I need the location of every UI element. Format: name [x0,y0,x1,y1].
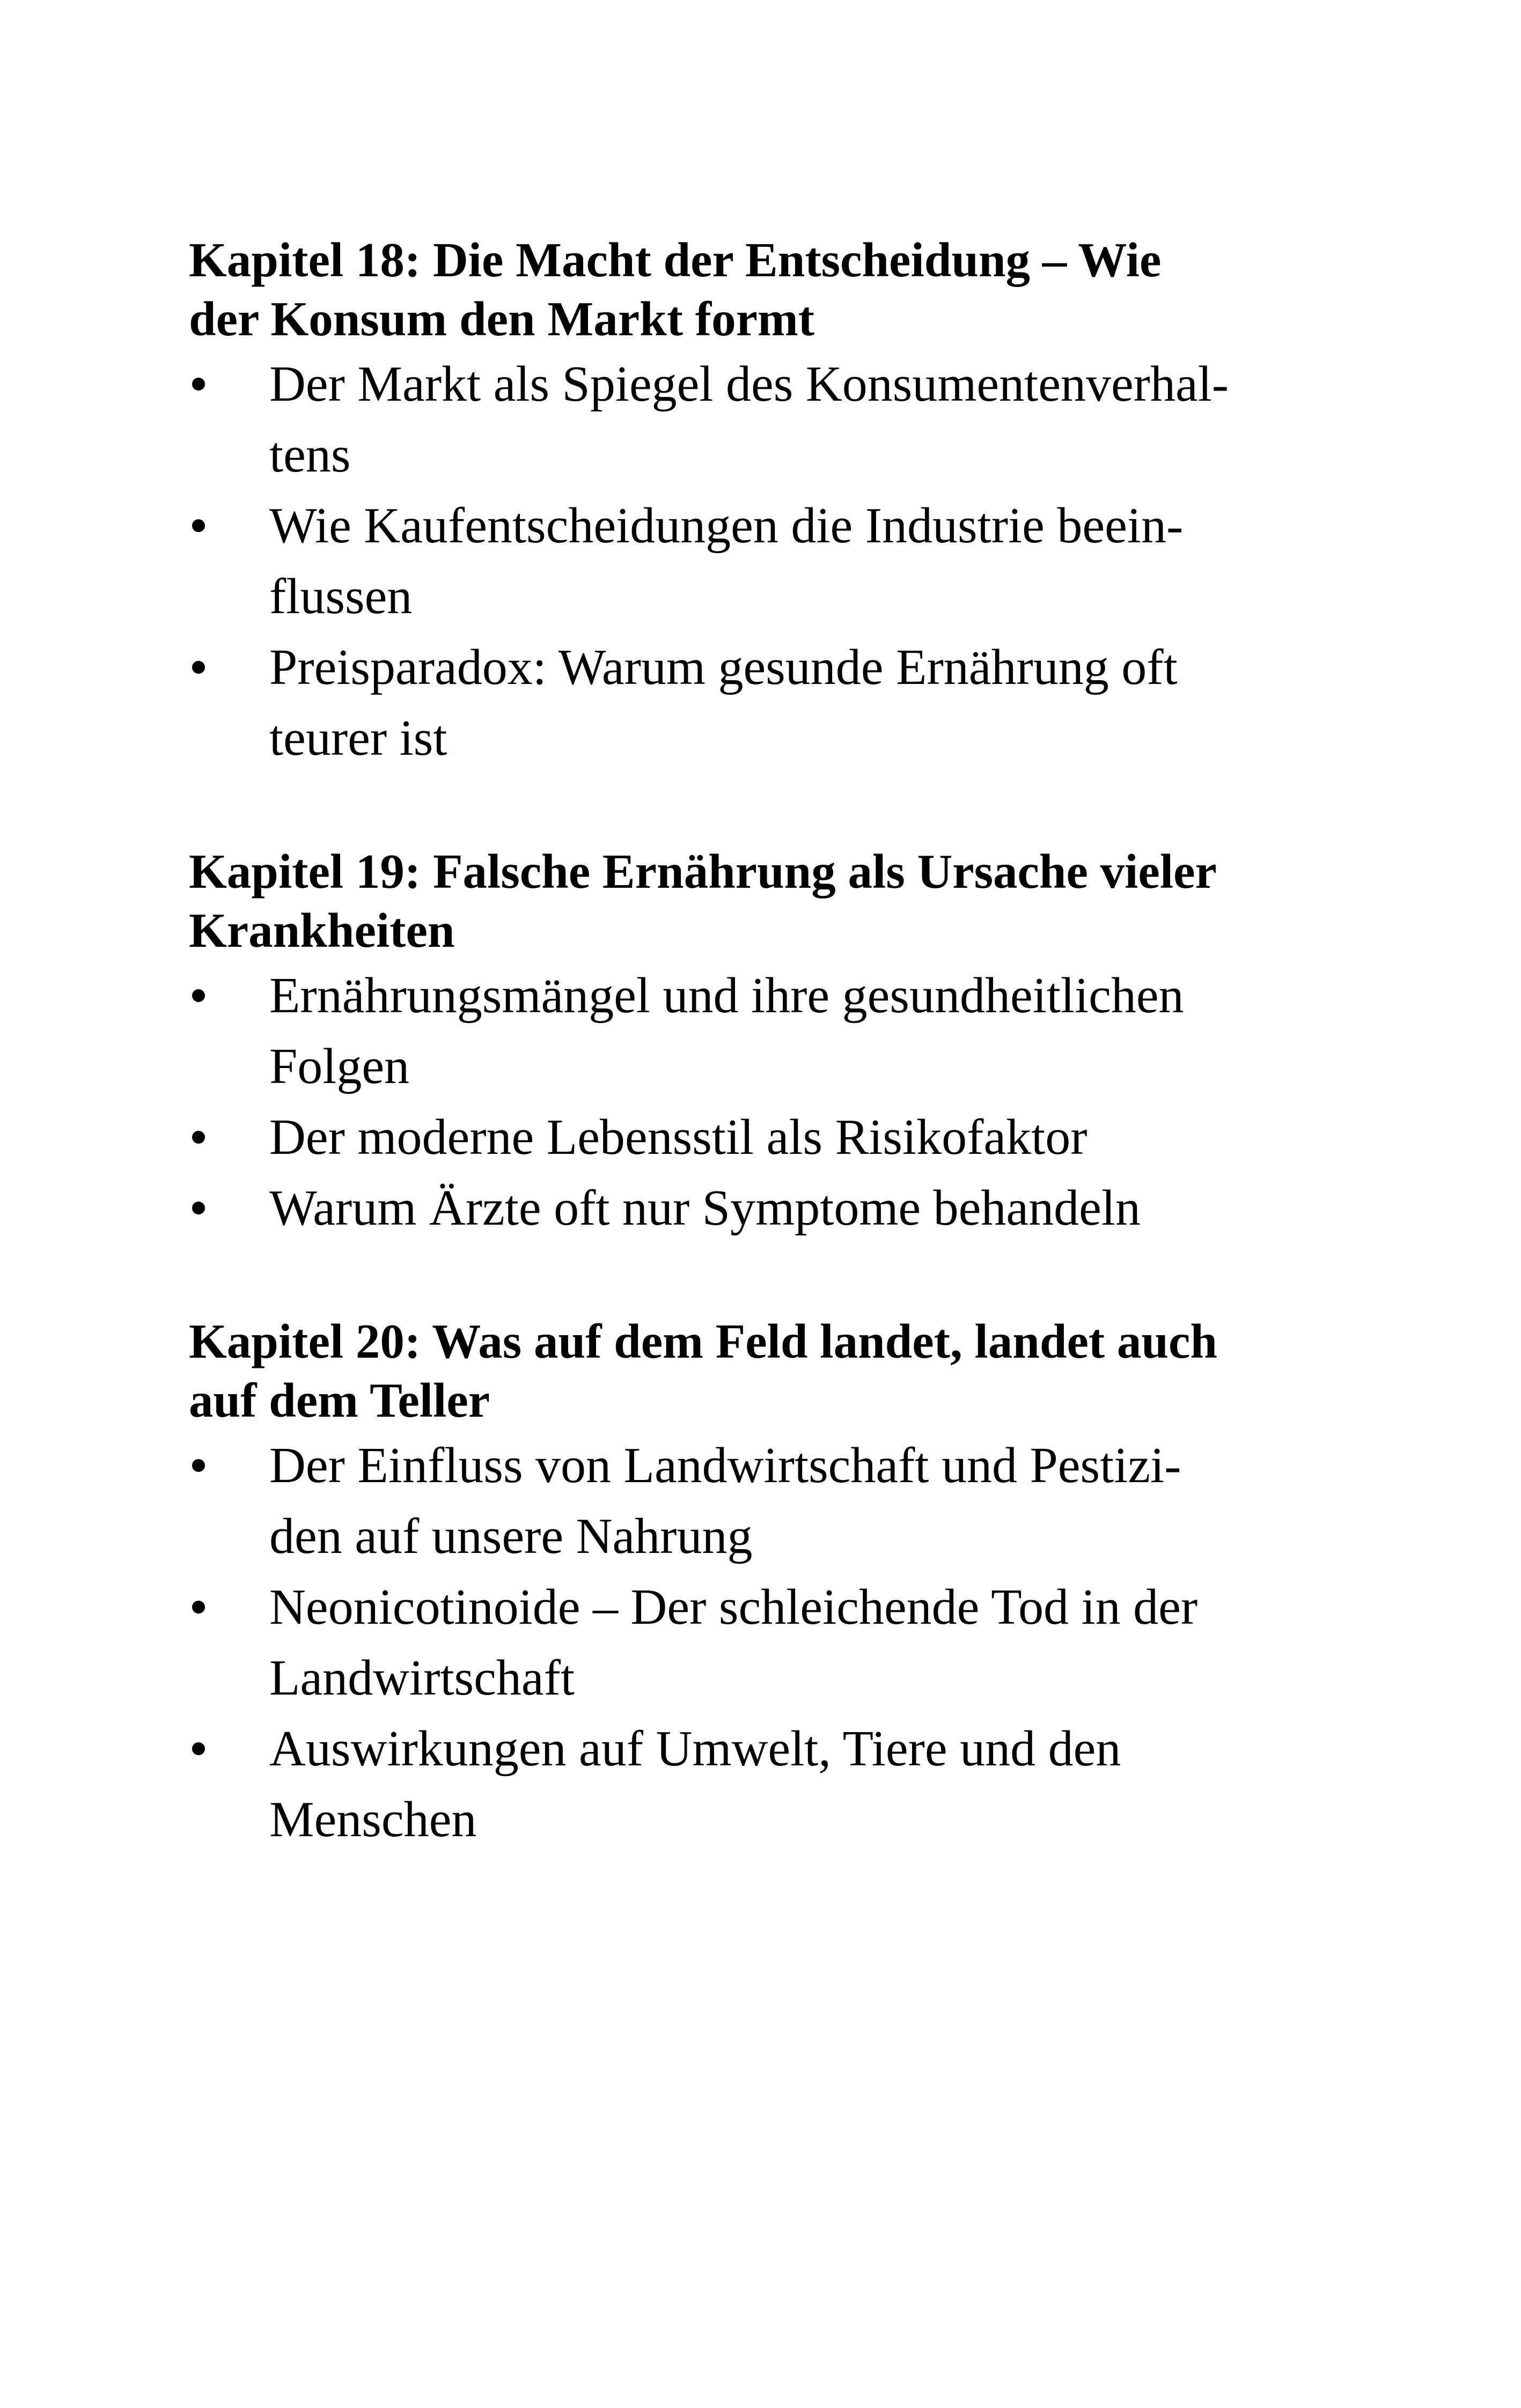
list-item-text: Preisparadox: Warum gesunde Ernährung oft [269,639,1178,695]
document-page [189,231,1305,1924]
list-item [189,349,1305,490]
list-item-text: Wie Kaufentscheidungen die Industrie beein- [269,498,1184,554]
chapter-19 [189,842,1305,1243]
bullet-icon [192,1742,205,1755]
list-item-text: Der Markt als Spiegel des Konsumentenverhal- [269,356,1229,412]
bullet-icon [192,1202,205,1214]
list-item [189,1173,1305,1243]
list-item-text: Auswirkungen auf Umwelt, Tiere und den [269,1721,1121,1777]
topic-list [189,349,1305,774]
list-item [189,960,1305,1102]
list-item-text: Der moderne Lebensstil als Risikofaktor [269,1109,1088,1165]
list-item [189,1713,1305,1855]
list-item [189,1102,1305,1173]
list-item-text: Neonicotinoide – Der schleichende Tod in der [269,1579,1198,1635]
list-item-text: tens [269,427,351,483]
chapter-title-line: auf dem Teller [189,1373,490,1427]
list-item-text: Folgen [269,1039,410,1094]
list-item-text: Warum Ärzte oft nur Symptome behandeln [269,1180,1141,1236]
chapter-title-line: Kapitel 19: Falsche Ernährung als Ursache vieler [189,844,1217,899]
list-item [189,490,1305,632]
list-item [189,1572,1305,1713]
list-item-text: Landwirtschaft [269,1650,575,1706]
bullet-icon [192,989,205,1002]
list-item [189,632,1305,774]
list-item [189,1430,1305,1572]
list-item-text: Menschen [269,1792,477,1847]
bullet-icon [192,1601,205,1614]
bullet-icon [192,1131,205,1144]
chapter-title-line: Kapitel 20: Was auf dem Feld landet, landet auch [189,1314,1218,1368]
list-item-text: Der Einfluss von Landwirtschaft und Pestizi- [269,1438,1181,1493]
list-item-text: den auf unsere Nahrung [269,1508,753,1564]
bullet-icon [192,1459,205,1472]
list-item-text: flussen [269,569,413,624]
chapter-title-line: Kapitel 18: Die Macht der Entscheidung – Wie [189,233,1162,287]
bullet-icon [192,378,205,391]
list-item-text: teurer ist [269,710,447,766]
chapter-title [189,231,1305,349]
list-item-text: Ernährungsmängel und ihre gesundheitlichen [269,968,1184,1023]
bullet-icon [192,661,205,674]
chapter-title-line: Krankheiten [189,903,455,958]
chapter-title [189,1312,1305,1430]
chapter-18 [189,231,1305,774]
topic-list [189,1430,1305,1855]
chapter-title-line: der Konsum den Markt formt [189,292,815,346]
chapter-title [189,842,1305,960]
topic-list [189,960,1305,1243]
bullet-icon [192,519,205,532]
chapter-20 [189,1312,1305,1855]
